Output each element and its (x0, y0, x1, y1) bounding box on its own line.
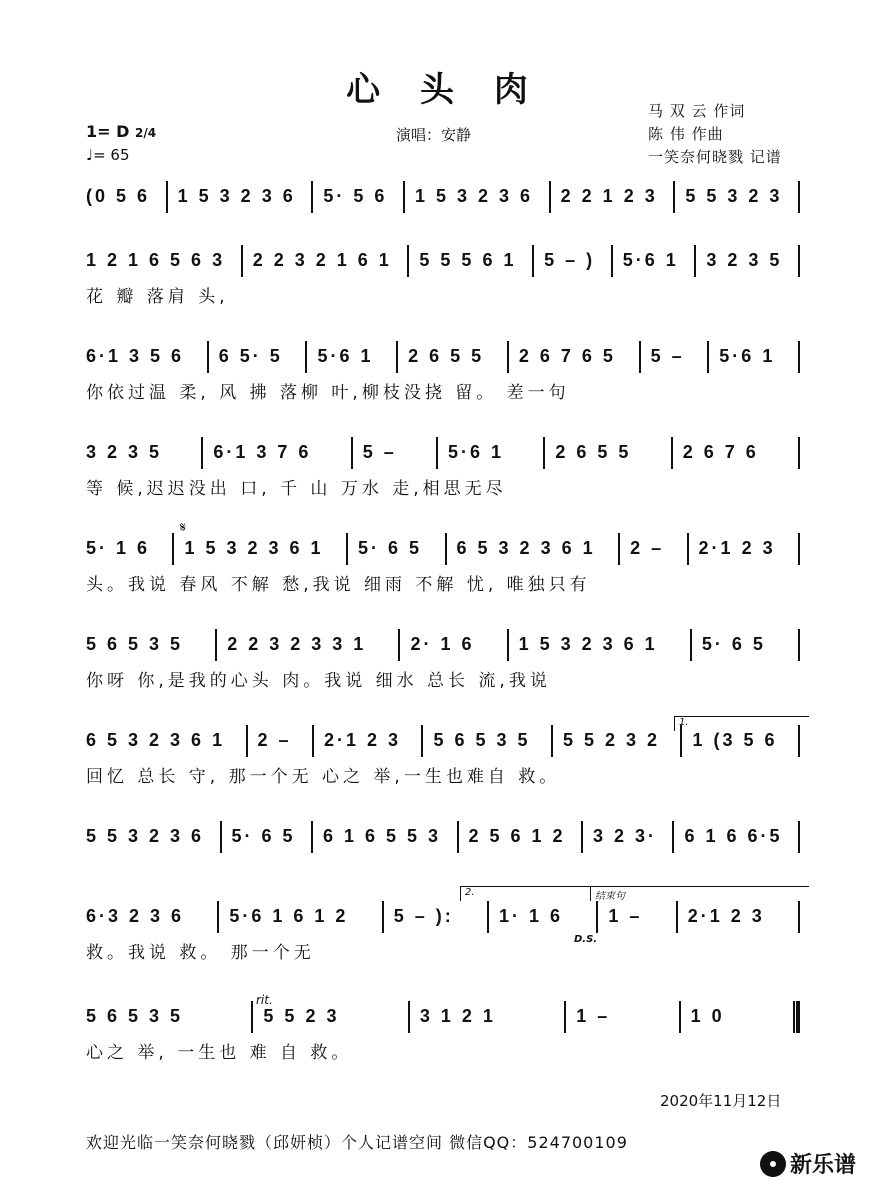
lyric-row: 花 瓣 落肩 头, (86, 287, 229, 307)
ds-mark: D.S. (574, 934, 598, 945)
measure: 2·1 2 3 (687, 905, 765, 926)
measure: (0 5 6 (86, 185, 151, 206)
measure: 5·6 1 6 1 2 (229, 905, 349, 926)
volta-first: 1. (674, 716, 809, 731)
key-label: 1= D (86, 122, 130, 141)
notation-row (86, 900, 810, 934)
barline (215, 629, 217, 661)
measure: 5 – (362, 441, 397, 462)
credit-role: 作词 (713, 102, 746, 120)
barline (207, 341, 209, 373)
lyric-row: 头。我说 春风 不解 愁,我说 细雨 不解 忧, 唯独只有 (86, 575, 591, 595)
barline (532, 245, 534, 277)
barline (403, 181, 405, 213)
barline (618, 533, 620, 565)
lyric-row: 心之 举, 一生也 难 自 救。 (86, 1043, 353, 1063)
barline (798, 629, 800, 661)
barline (564, 1001, 566, 1033)
measure: 3 1 2 1 (419, 1005, 496, 1026)
barline (798, 533, 800, 565)
credit-role: 作曲 (691, 125, 724, 143)
measure: 2 2 3 2 1 6 1 (252, 249, 392, 270)
barline (201, 437, 203, 469)
measure: 2· 1 6 (410, 633, 475, 654)
notation-row (86, 244, 810, 278)
barline (798, 181, 800, 213)
barline (543, 437, 545, 469)
measure: 2·1 2 3 (324, 729, 402, 750)
measure: 6·1 3 5 6 (86, 345, 185, 366)
measure: 6·3 2 3 6 (86, 905, 185, 926)
measure: 3 2 3· (593, 825, 658, 846)
lyric-row: 你呀 你,是我的心头 肉。我说 细水 总长 流,我说 (86, 671, 551, 691)
credit-name: 马 双 云 (648, 102, 708, 120)
measure: 5 6 5 3 5 (86, 633, 184, 654)
key-signature (86, 122, 156, 141)
logo-text: 新乐谱 (790, 1153, 857, 1178)
barline (220, 821, 222, 853)
barline (690, 629, 692, 661)
lyric-row: 救。我说 救。 那一个无 (86, 943, 315, 963)
lyric-row: 等 候,迟迟没出 口, 千 山 万水 走,相思无尽 (86, 479, 507, 499)
disc-icon (760, 1151, 786, 1177)
barline (396, 341, 398, 373)
measure: 5·6 1 (622, 249, 679, 270)
song-title: 心 头 肉 (346, 70, 542, 110)
measure: 1 5 3 2 3 6 1 (518, 633, 658, 654)
measure: 6 1 6 5 5 3 (322, 825, 442, 846)
measure: 6 5 3 2 3 6 1 (86, 729, 226, 750)
measure: 5 6 5 3 5 (86, 1005, 184, 1026)
measure: 2 – (630, 537, 665, 558)
notation-row (86, 532, 810, 566)
barline (679, 1001, 681, 1033)
measure: 5 5 3 2 3 6 (86, 825, 205, 846)
barline (611, 245, 613, 277)
measure: 2 2 3 2 3 3 1 (227, 633, 367, 654)
measure: 1 0 (690, 1005, 725, 1026)
measure: 1 2 1 6 5 6 3 (86, 249, 226, 270)
barline (798, 245, 800, 277)
credit-role: 记谱 (749, 148, 782, 166)
measure: 5 – ): (393, 905, 454, 926)
barline (694, 245, 696, 277)
notation-row (86, 340, 810, 374)
site-logo (760, 1148, 856, 1179)
barline (408, 1001, 410, 1033)
measure: 5 – (650, 345, 685, 366)
measure: 1 5 3 2 3 6 (414, 185, 534, 206)
barline (436, 437, 438, 469)
measure: 5·6 1 (719, 345, 776, 366)
measure: 5 – ) (544, 249, 596, 270)
credit-name: 一笑奈何晓戮 (648, 148, 745, 166)
measure: 1 – (576, 1005, 611, 1026)
measure: 1 5 3 2 3 6 (177, 185, 296, 206)
barline (687, 533, 689, 565)
measure: 5 5 5 6 1 (419, 249, 517, 270)
notation-row (86, 436, 810, 470)
barline (707, 341, 709, 373)
measure: 2·1 2 3 (698, 537, 776, 558)
measure: 1 – (608, 905, 643, 926)
measure: 2 6 5 5 (555, 441, 632, 462)
barline (246, 725, 248, 757)
barline (671, 437, 673, 469)
measure: 1 5 3 2 3 6 1 (184, 537, 324, 558)
barline (251, 1001, 253, 1033)
measure: 5 5 3 2 3 (685, 185, 783, 206)
barline (798, 821, 800, 853)
barline (798, 341, 800, 373)
barline (217, 901, 219, 933)
barline (551, 725, 553, 757)
barline (487, 901, 489, 933)
measure: 6·1 3 7 6 (213, 441, 312, 462)
measure: 2 6 5 5 (408, 345, 485, 366)
measure: 3 2 3 5 (86, 441, 163, 462)
barline (311, 181, 313, 213)
measure: 6 1 6 6·5 (684, 825, 783, 846)
measure: 5· 6 5 (701, 633, 766, 654)
barline (241, 245, 243, 277)
measure: 5· 1 6 (86, 537, 151, 558)
credit-name: 陈 伟 (648, 125, 686, 143)
barline (507, 629, 509, 661)
measure: 5·6 1 (317, 345, 374, 366)
measure: 1 (3 5 6 (692, 729, 778, 750)
singer-label: 演唱：安静 (396, 126, 472, 144)
barline (672, 821, 674, 853)
measure: 6 5 3 2 3 6 1 (456, 537, 596, 558)
notation-row (86, 180, 810, 214)
barline (596, 901, 598, 933)
measure: 5· 6 5 (358, 537, 423, 558)
barline (398, 629, 400, 661)
measure: 5 5 2 3 (263, 1005, 340, 1026)
barline (445, 533, 447, 565)
credit-composer (648, 123, 724, 144)
tempo-mark: ♩= 65 (86, 146, 130, 164)
barline (382, 901, 384, 933)
barline (305, 341, 307, 373)
rit-mark: rit. (256, 993, 273, 1007)
barline (639, 341, 641, 373)
barline (166, 181, 168, 213)
barline (798, 437, 800, 469)
barline (172, 533, 174, 565)
barline (793, 1001, 800, 1033)
measure: 6 5· 5 (218, 345, 283, 366)
notation-row (86, 820, 810, 854)
measure: 1· 1 6 (499, 905, 564, 926)
barline (457, 821, 459, 853)
barline (312, 725, 314, 757)
barline (311, 821, 313, 853)
measure: 2 6 7 6 (682, 441, 759, 462)
lyric-row: 你依过温 柔, 风 拂 落柳 叶,柳枝没挠 留。 差一句 (86, 383, 570, 403)
time-signature: 2/4 (134, 126, 157, 140)
ending-mark: 结束句 (590, 886, 809, 901)
segno-sign: 𝄋 (180, 520, 187, 536)
measure: 5· 6 5 (231, 825, 296, 846)
barline (549, 181, 551, 213)
measure: 3 2 3 5 (706, 249, 783, 270)
credit-lyricist (648, 100, 745, 121)
footer-note: 欢迎光临一笑奈何晓戮（邱妍桢）个人记谱空间 微信QQ：524700109 (86, 1133, 628, 1152)
barline (581, 821, 583, 853)
credit-transcriber (648, 146, 782, 167)
lyric-row: 回忆 总长 守, 那一个无 心之 举,一生也难自 救。 (86, 767, 561, 787)
notation-row (86, 1000, 810, 1034)
barline (798, 901, 800, 933)
barline (346, 533, 348, 565)
notation-row (86, 628, 810, 662)
barline (673, 181, 675, 213)
volta-second: 2. (460, 886, 591, 901)
measure: 5 6 5 3 5 (433, 729, 531, 750)
measure: 2 5 6 1 2 (468, 825, 566, 846)
measure: 5·6 1 (448, 441, 505, 462)
barline (421, 725, 423, 757)
barline (407, 245, 409, 277)
measure: 2 – (257, 729, 292, 750)
measure: 2 6 7 6 5 (518, 345, 616, 366)
barline (676, 901, 678, 933)
measure: 5· 5 6 (323, 185, 388, 206)
barline (351, 437, 353, 469)
barline (507, 341, 509, 373)
date-label: 2020年11月12日 (660, 1092, 782, 1110)
measure: 2 2 1 2 3 (560, 185, 658, 206)
measure: 5 5 2 3 2 (562, 729, 661, 750)
